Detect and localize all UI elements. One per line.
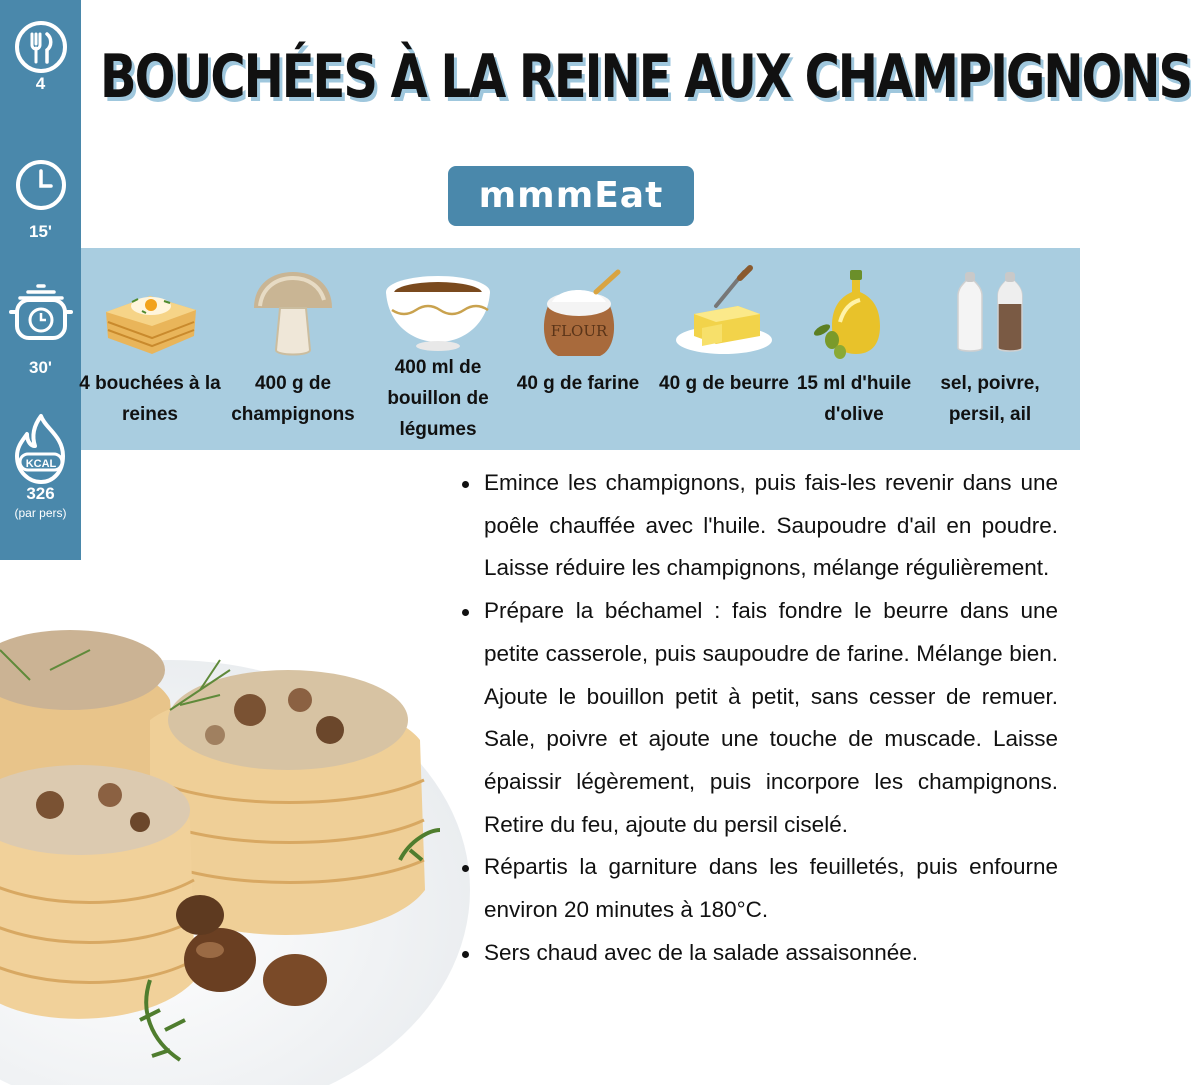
step-item: Répartis la garniture dans les feuilletés, puis enfourne environ 20 minutes à 180°C. bbox=[484, 846, 1058, 931]
ingredient-item bbox=[363, 248, 513, 450]
olive-oil-icon bbox=[814, 266, 894, 362]
ingredient-label: 40 g de beurre bbox=[659, 373, 789, 394]
ingredient-label: 15 ml d'huile d'olive bbox=[796, 373, 912, 425]
ingredient-item bbox=[503, 248, 653, 450]
vol-au-vent-icon bbox=[98, 266, 202, 362]
ingredient-item bbox=[649, 248, 799, 450]
cooker-icon bbox=[8, 280, 74, 346]
calories-value: 326 bbox=[26, 484, 55, 503]
info-sidebar bbox=[0, 0, 81, 610]
kcal-flame-icon bbox=[9, 412, 73, 484]
broth-bowl-icon bbox=[382, 266, 494, 352]
step-item: Emince les champignons, puis fais-les revenir dans une poêle chauffée avec l'huile. Saupoudre d'ail en poudre. Laisse réduire les champignons, mélange régulièrement. bbox=[484, 462, 1058, 590]
ingredient-item bbox=[218, 248, 368, 450]
step-item: Sers chaud avec de la salade assaisonnée. bbox=[484, 932, 1058, 975]
recipe-title: BOUCHÉES À LA REINE AUX CHAMPIGNONS bbox=[100, 42, 1191, 112]
mushroom-icon bbox=[248, 266, 338, 362]
food-photo bbox=[0, 560, 440, 1080]
recipe-steps bbox=[484, 462, 1058, 974]
prep-time-stat bbox=[0, 158, 81, 242]
kcal-badge-text: KCAL bbox=[25, 458, 56, 470]
ingredient-item bbox=[915, 248, 1065, 450]
calories-stat bbox=[0, 412, 81, 520]
butter-icon bbox=[672, 266, 776, 362]
calories-unit: (par pers) bbox=[14, 506, 67, 520]
cook-time-stat bbox=[0, 280, 81, 378]
step-item: Prépare la béchamel : fais fondre le beurre dans une petite casserole, puis saupoudre de farine. Mélange bien. Ajoute le bouillon petit à petit, sans cesser de remuer. Sale, poivre et ajoute une touche de muscade. Laisse épaissir légèrement, puis incorpore les champignons. Retire du feu, ajoute du persil ciselé. bbox=[484, 590, 1058, 846]
ingredients-band bbox=[81, 248, 1080, 450]
flour-sack-icon bbox=[530, 266, 626, 362]
fork-knife-icon bbox=[14, 20, 68, 74]
servings-stat bbox=[0, 20, 81, 94]
vol-au-vent-photo bbox=[0, 560, 440, 1080]
servings-value: 4 bbox=[35, 74, 46, 93]
ingredient-label: sel, poivre, persil, ail bbox=[940, 373, 1040, 425]
ingredient-label: 400 g de champignons bbox=[231, 373, 355, 425]
cook-time-value: 30' bbox=[29, 358, 52, 377]
clock-icon bbox=[14, 158, 68, 212]
ingredient-label: 400 ml de bouillon de légumes bbox=[387, 357, 489, 440]
prep-time-value: 15' bbox=[29, 222, 52, 241]
ingredient-item bbox=[779, 248, 929, 450]
ingredient-label: 4 bouchées à la reines bbox=[79, 373, 221, 425]
brand-logo: mmmEat bbox=[448, 166, 694, 226]
ingredient-item bbox=[75, 248, 225, 450]
salt-pepper-icon bbox=[950, 266, 1030, 362]
flour-sack-text: FLOUR bbox=[550, 322, 608, 340]
ingredient-label: 40 g de farine bbox=[516, 373, 640, 394]
